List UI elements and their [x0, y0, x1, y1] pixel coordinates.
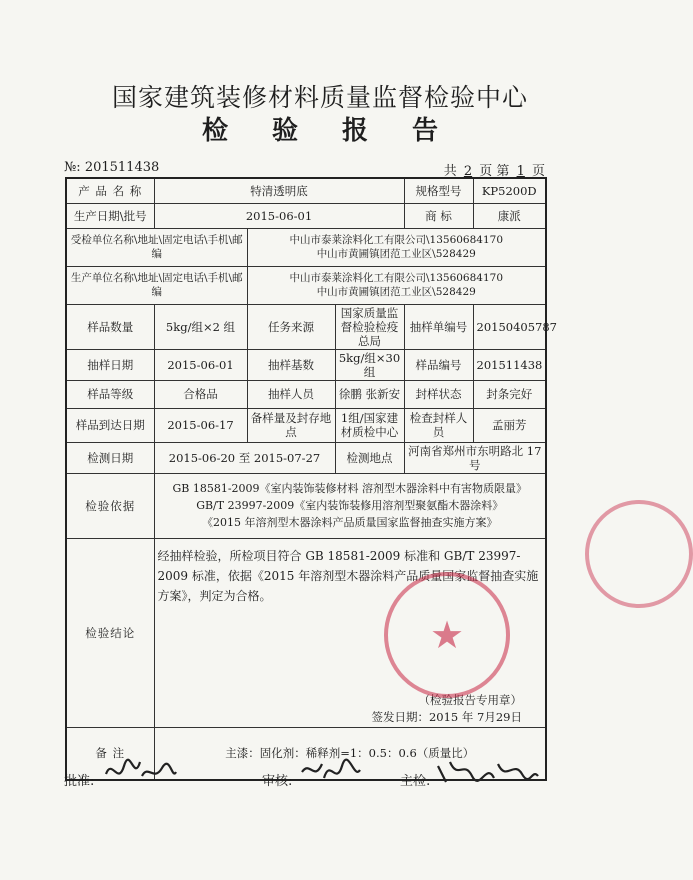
official-seal-stamp: ★	[384, 572, 510, 698]
remark-text: 主漆：固化剂：稀释剂=1：0.5：0.6（质量比）	[154, 727, 546, 780]
production-date-label: 生产日期\批号	[66, 203, 154, 228]
doc-title: 检验报告	[201, 116, 482, 146]
basis-item: GB 18581-2009《室内装饰装修材料 溶剂型木器涂料中有害物质限量》	[172, 482, 528, 495]
arrival-date-label: 样品到达日期	[66, 408, 154, 442]
client-line: 中山市泰莱涂料化工有限公司\13560684170	[289, 234, 504, 246]
trademark-label: 商 标	[404, 203, 473, 228]
producer-info	[247, 266, 546, 304]
conclusion-label: 检验结论	[66, 538, 154, 727]
inspector-signature	[432, 752, 542, 792]
approver-signature	[100, 752, 180, 792]
product-name: 特清透明底	[154, 178, 404, 203]
seal-state: 封条完好	[473, 380, 546, 408]
basis-list	[154, 473, 546, 538]
table-row	[66, 266, 546, 304]
task-source: 国家质量监督检验检疫总局	[335, 304, 404, 349]
table-row	[66, 473, 546, 538]
sampling-sheet-no: 20150405787	[473, 304, 546, 349]
spec-label: 规格型号	[404, 178, 473, 203]
sampling-sheet-label: 抽样单编号	[404, 304, 473, 349]
page-mid: 页 第	[479, 164, 510, 179]
production-date: 2015-06-01	[154, 203, 404, 228]
test-date-label: 检测日期	[66, 442, 154, 473]
remark-label: 备 注	[66, 727, 154, 780]
table-row	[66, 203, 546, 228]
basis-item: 《2015 年溶剂型木器涂料产品质量国家监督抽查实施方案》	[202, 516, 498, 529]
storage-label: 备样量及封存地点	[247, 408, 335, 442]
sample-grade: 合格品	[154, 380, 247, 408]
seal-state-label: 封样状态	[404, 380, 473, 408]
reviewer-signature	[296, 752, 366, 792]
task-source-label: 任务来源	[247, 304, 335, 349]
test-place: 河南省郑州市东明路北 17 号	[404, 442, 546, 473]
sampling-base: 5kg/组×30 组	[335, 349, 404, 380]
basis-label: 检验依据	[66, 473, 154, 538]
sampling-date: 2015-06-01	[154, 349, 247, 380]
arrival-date: 2015-06-17	[154, 408, 247, 442]
table-row	[66, 408, 546, 442]
trademark-value: 康派	[473, 203, 546, 228]
samplers-label: 抽样人员	[247, 380, 335, 408]
table-row	[66, 228, 546, 266]
samplers: 徐鹏 张新安	[335, 380, 404, 408]
table-row	[66, 178, 546, 203]
client-info	[247, 228, 546, 266]
sample-no: 201511438	[473, 349, 546, 380]
sampling-date-label: 抽样日期	[66, 349, 154, 380]
producer-line: 中山市黄圃镇团范工业区\528429	[316, 286, 476, 298]
conclusion-text: 经抽样检验，所检项目符合 GB 18581-2009 标准和 GB/T 23997-2009 标准，依据《2015 年溶剂型木器涂料产品质量国家监督抽查实施方案》，判定为合格。	[157, 548, 539, 603]
report-seal-note: （检验报告专用章）	[418, 692, 522, 707]
producer-label: 生产单位名称\地址\固定电话\手机\邮编	[66, 266, 247, 304]
sampling-base-label: 抽样基数	[247, 349, 335, 380]
table-row	[66, 304, 546, 349]
product-name-label: 产 品 名 称	[66, 178, 154, 203]
table-row	[66, 442, 546, 473]
client-label: 受检单位名称\地址\固定电话\手机\邮编	[66, 228, 247, 266]
table-row	[66, 380, 546, 408]
inspector-label: 主检:	[400, 774, 431, 789]
spec-value: KP5200D	[473, 178, 546, 203]
basis-item: GB/T 23997-2009《室内装饰装修用溶剂型聚氨酯木器涂料》	[196, 499, 504, 512]
issue-date: 签发日期：2015 年 7月29日	[371, 709, 522, 724]
page-current: 1	[516, 164, 525, 179]
test-place-label: 检测地点	[335, 442, 404, 473]
page-suffix: 页	[531, 164, 545, 179]
review-label: 审核:	[262, 774, 293, 789]
page-prefix: 共	[443, 164, 457, 179]
approve-label: 批准:	[64, 774, 95, 789]
seal-checker-label: 检查封样人员	[404, 408, 473, 442]
sample-qty-label: 样品数量	[66, 304, 154, 349]
org-title: 国家建筑装修材料质量监督检验中心	[111, 83, 528, 112]
partial-seal-stamp	[585, 500, 693, 608]
test-date: 2015-06-20 至 2015-07-27	[154, 442, 335, 473]
client-line: 中山市黄圃镇团范工业区\528429	[316, 248, 476, 260]
sample-no-label: 样品编号	[404, 349, 473, 380]
sample-grade-label: 样品等级	[66, 380, 154, 408]
table-row	[66, 349, 546, 380]
sample-qty: 5kg/组×2 组	[154, 304, 247, 349]
producer-line: 中山市泰莱涂料化工有限公司\13560684170	[289, 272, 504, 284]
report-number: №: 201511438	[64, 160, 160, 175]
page-total: 2	[463, 164, 473, 179]
seal-checker: 孟丽芳	[473, 408, 546, 442]
storage-place: 1组/国家建材质检中心	[335, 408, 404, 442]
